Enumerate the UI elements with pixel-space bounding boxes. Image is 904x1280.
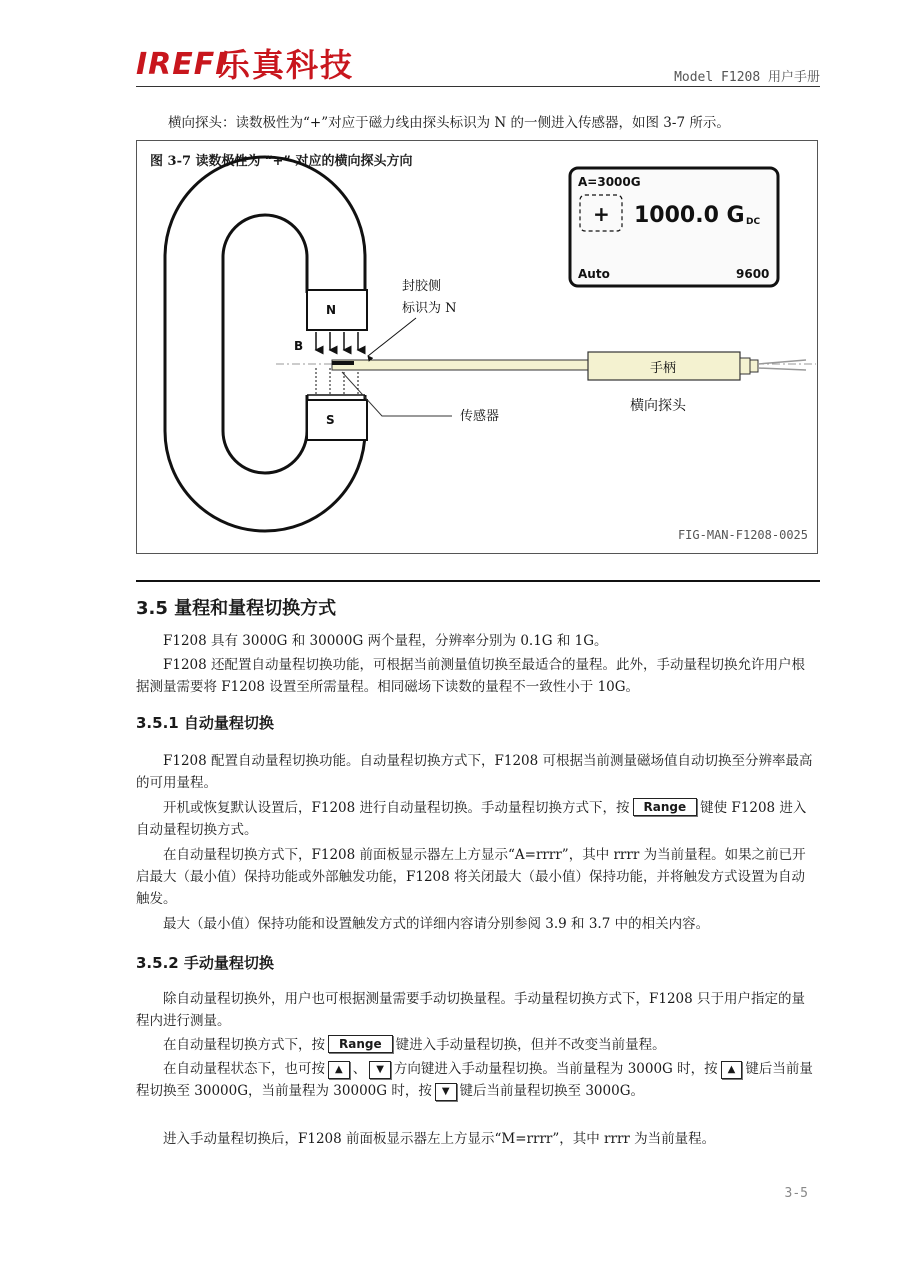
field-label-b: B [294,339,304,353]
manual-range-sep: 、 [352,1061,367,1077]
sensor-label: 传感器 [460,409,500,424]
manual-range-paragraph-4: 进入手动量程切换后，F1208 前面板显示器左上方显示“M=rrrr”，其中 rrrr 为当前量程。 [163,1131,716,1147]
range-key: Range [633,798,698,816]
up-arrow-key-2: ▲ [721,1061,743,1079]
south-pole [307,400,367,440]
probe-stem [332,360,588,370]
manual-range-paragraph-2 [136,1034,818,1056]
manual-range-paragraph-1: 除自动量程切换外，用户也可根据测量需要手动切换量程。手动量程切换方式下，F1208 只于用户指定的量程内进行测量。 [136,991,806,1029]
magnet-yoke-outer [165,157,365,531]
auto-range-text-b: 键使 F1208 进入自动量程切换方式。 [136,800,807,838]
seal-label-line1: 封胶侧 [402,279,442,294]
display-baud: 9600 [736,267,770,281]
field-arrows [316,332,358,350]
auto-range-text-a: 开机或恢复默认设置后，F1208 进行自动量程切换。手动量程切换方式下，按 [163,800,630,816]
down-arrow-key: ▼ [369,1061,391,1079]
manual-range-text-e: 键后当前量程切换至 30000G，当前量程为 30000G 时，按 [136,1061,813,1099]
section-paragraph-1: F1208 具有 3000G 和 30000G 两个量程，分辨率分别为 0.1G 和 1G。 [163,633,608,649]
auto-range-paragraph-1: F1208 配置自动量程切换功能。自动量程切换方式下，F1208 可根据当前测量磁场值自动切换至分辨率最高的可用量程。 [136,753,813,791]
section-title: 3.5 量程和量程切换方式 [136,598,337,619]
up-arrow-key: ▲ [328,1061,350,1079]
seal-label-line2: 标识为 N [402,301,457,316]
intro-paragraph: 横向探头：读数极性为“+”对应于磁力线由探头标识为 N 的一侧进入传感器，如图 3-7 所示。 [168,115,730,131]
range-key-2: Range [328,1035,393,1053]
auto-range-paragraph-3: 在自动量程切换方式下，F1208 前面板显示器左上方显示“A=rrrr”，其中 rrrr 为当前量程。如果之前已开启最大（最小值）保持功能或外部触发功能，F1208 将关闭最大（最小值）保持功能，并将触发方式设置为自动触发。 [136,847,806,907]
probe-diagram [136,140,818,554]
manual-range-text-a: 在自动量程切换方式下，按 [163,1037,325,1053]
section-paragraph-2: F1208 还配置自动量程切换功能，可根据当前测量值切换至最适合的量程。此外，手动量程切换允许用户根据测量需要将 F1208 设置至所需量程。相同磁场下读数的量程不一致性小于 10G。 [136,657,806,695]
auto-range-paragraph-4: 最大（最小值）保持功能和设置触发方式的详细内容请分别参阅 3.9 和 3.7 中的相关内容。 [163,916,710,932]
figure-id: FIG-MAN-F1208-0025 [677,528,808,542]
south-pole-label: S [326,413,335,427]
manual-range-paragraph-3 [136,1058,818,1102]
display-value: 1000.0 G [634,203,745,228]
probe-label: 横向探头 [630,398,686,414]
company-logo-mark: IREFI [136,47,228,82]
section-divider [136,580,820,582]
north-pole [307,290,367,330]
sensor-element [332,361,354,365]
header-divider [136,86,820,87]
page-number: 3-5 [784,1186,808,1201]
manual-range-text-b: 键进入手动量程切换，但并不改变当前量程。 [395,1037,666,1053]
manual-range-text-c: 在自动量程状态下，也可按 [163,1061,325,1077]
down-arrow-key-2: ▼ [435,1083,457,1101]
company-name: 乐真科技 [218,46,355,84]
manual-range-text-d: 方向键进入手动量程切换。当前量程为 3000G 时，按 [393,1061,718,1077]
subsection-auto-range-title: 3.5.1 自动量程切换 [136,714,274,732]
north-pole-label: N [326,303,337,317]
figure-caption: 图 3-7 读数极性为 “+” 对应的横向探头方向 [150,154,413,169]
manual-title: Model F1208 用户手册 [674,70,820,85]
auto-range-paragraph-2 [136,797,818,841]
display-coupling: DC [746,217,761,227]
handle-label: 手柄 [650,361,677,376]
display-mode: Auto [578,267,610,281]
manual-range-text-f: 键后当前量程切换至 3000G。 [459,1083,644,1099]
display-range: A=3000G [578,175,641,189]
display-polarity: + [593,202,610,226]
subsection-manual-range-title: 3.5.2 手动量程切换 [136,954,274,972]
